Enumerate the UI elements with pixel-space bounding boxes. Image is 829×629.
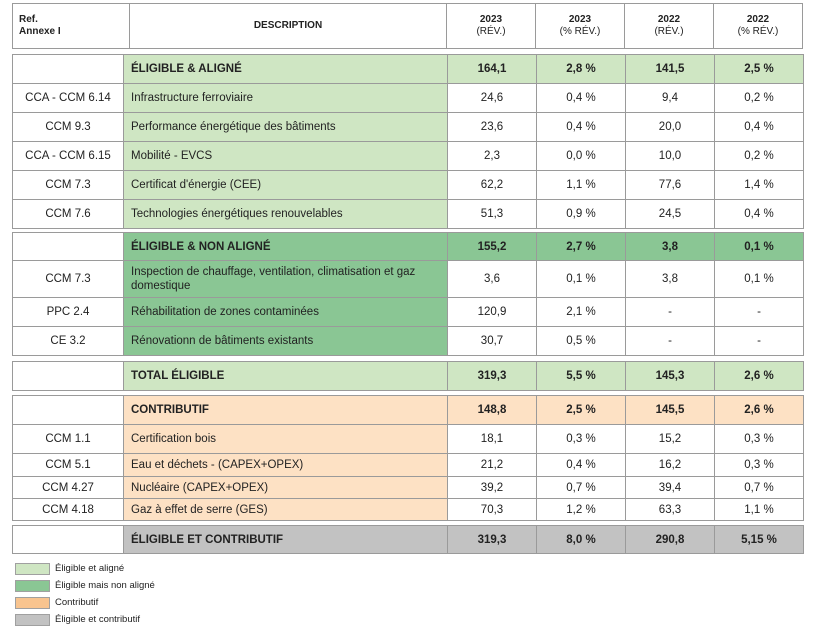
description-cell: Certificat d'énergie (CEE) [124, 171, 448, 200]
table-row [13, 477, 804, 499]
ref-cell: PPC 2.4 [13, 298, 124, 327]
ref-cell [13, 362, 124, 391]
value-cell: 0,2 % [715, 142, 804, 171]
description-cell: Réhabilitation de zones contaminées [124, 298, 448, 327]
description-cell: Infrastructure ferroviaire [124, 84, 448, 113]
ref-cell: CCM 7.3 [13, 171, 124, 200]
value-cell: 2,3 [448, 142, 537, 171]
value-cell: 1,2 % [537, 499, 626, 521]
value-cell: 0,3 % [537, 425, 626, 454]
ref-cell [13, 55, 124, 84]
value-cell: 62,2 [448, 171, 537, 200]
value-cell: 18,1 [448, 425, 537, 454]
group-title-row [13, 55, 804, 84]
ref-header [13, 4, 130, 49]
col-year: 2023 [479, 14, 503, 25]
table-row [13, 499, 804, 521]
value-cell: - [715, 327, 804, 356]
value-cell: 2,8 % [537, 55, 626, 84]
value-cell: 16,2 [626, 454, 715, 477]
value-cell: 319,3 [448, 526, 537, 554]
value-cell: 39,2 [448, 477, 537, 499]
value-cell: 5,15 % [715, 526, 804, 554]
value-cell: 0,4 % [715, 113, 804, 142]
table-row [13, 298, 804, 327]
table-row [13, 454, 804, 477]
legend-label: Éligible mais non aligné [55, 580, 155, 591]
value-cell: 1,4 % [715, 171, 804, 200]
value-cell: 63,3 [626, 499, 715, 521]
ref-cell [13, 396, 124, 425]
value-cell: 30,7 [448, 327, 537, 356]
value-cell: 319,3 [448, 362, 537, 391]
col-header-2023-rev [447, 4, 536, 49]
col-header-2022-pct [714, 4, 803, 49]
group-title-row [13, 233, 804, 261]
value-cell: 0,0 % [537, 142, 626, 171]
value-cell: 9,4 [626, 84, 715, 113]
value-cell: 20,0 [626, 113, 715, 142]
value-cell: 24,6 [448, 84, 537, 113]
value-cell: 141,5 [626, 55, 715, 84]
ref-header-line2: Annexe I [19, 26, 61, 37]
col-sub: (RÉV.) [654, 26, 684, 37]
group-title: ÉLIGIBLE & NON ALIGNÉ [124, 233, 448, 261]
value-cell: 39,4 [626, 477, 715, 499]
group-eligible-non-aligne [12, 232, 804, 356]
group-title-row [13, 396, 804, 425]
value-cell: 24,5 [626, 200, 715, 229]
value-cell: - [715, 298, 804, 327]
value-cell: 0,9 % [537, 200, 626, 229]
ref-cell: CCM 7.6 [13, 200, 124, 229]
description-cell: Eau et déchets - (CAPEX+OPEX) [124, 454, 448, 477]
ref-cell: CE 3.2 [13, 327, 124, 356]
value-cell: 21,2 [448, 454, 537, 477]
value-cell: 0,4 % [537, 113, 626, 142]
value-cell: 2,5 % [537, 396, 626, 425]
col-sub: (% RÉV.) [737, 26, 779, 37]
value-cell: 3,6 [448, 261, 537, 298]
value-cell: 3,8 [626, 233, 715, 261]
table-row [13, 142, 804, 171]
group-contributif [12, 395, 804, 521]
table-row [13, 171, 804, 200]
legend-label: Éligible et contributif [55, 614, 141, 625]
description-cell: Gaz à effet de serre (GES) [124, 499, 448, 521]
group-title: ÉLIGIBLE & ALIGNÉ [124, 55, 448, 84]
legend-swatch [15, 614, 50, 626]
value-cell: 2,5 % [715, 55, 804, 84]
description-cell: Mobilité - EVCS [124, 142, 448, 171]
table-row [13, 84, 804, 113]
value-cell: 70,3 [448, 499, 537, 521]
value-cell: 290,8 [626, 526, 715, 554]
legend-label: Éligible et aligné [55, 563, 125, 574]
value-cell: 8,0 % [537, 526, 626, 554]
value-cell: 15,2 [626, 425, 715, 454]
ref-cell [13, 526, 124, 554]
ref-cell: CCA - CCM 6.14 [13, 84, 124, 113]
ref-cell: CCM 5.1 [13, 454, 124, 477]
value-cell: 3,8 [626, 261, 715, 298]
table-row [13, 200, 804, 229]
value-cell: 120,9 [448, 298, 537, 327]
legend-label: Contributif [55, 597, 99, 608]
value-cell: 0,4 % [537, 84, 626, 113]
legend-swatch [15, 563, 50, 575]
ref-cell: CCM 4.27 [13, 477, 124, 499]
value-cell: 0,2 % [715, 84, 804, 113]
group-title: CONTRIBUTIF [124, 396, 448, 425]
description-cell: Rénovationn de bâtiments existants [124, 327, 448, 356]
value-cell: - [626, 298, 715, 327]
value-cell: 0,4 % [715, 200, 804, 229]
col-year: 2022 [657, 14, 681, 25]
description-cell: Nucléaire (CAPEX+OPEX) [124, 477, 448, 499]
table-row [13, 113, 804, 142]
group-title: ÉLIGIBLE ET CONTRIBUTIF [124, 526, 448, 554]
col-header-2023-pct [536, 4, 625, 49]
value-cell: 0,1 % [715, 233, 804, 261]
value-cell: 0,4 % [537, 454, 626, 477]
value-cell: 148,8 [448, 396, 537, 425]
value-cell: 23,6 [448, 113, 537, 142]
value-cell: 77,6 [626, 171, 715, 200]
group-title-row [13, 526, 804, 554]
description-cell: Technologies énergétiques renouvelables [124, 200, 448, 229]
value-cell: 145,3 [626, 362, 715, 391]
value-cell: 5,5 % [537, 362, 626, 391]
description-header: DESCRIPTION [130, 4, 447, 49]
ref-cell: CCM 1.1 [13, 425, 124, 454]
group-title: TOTAL ÉLIGIBLE [124, 362, 448, 391]
ref-cell: CCA - CCM 6.15 [13, 142, 124, 171]
ref-cell: CCM 7.3 [13, 261, 124, 298]
value-cell: 0,7 % [537, 477, 626, 499]
value-cell: 155,2 [448, 233, 537, 261]
description-cell: Inspection de chauffage, ventilation, climatisation et gaz domestique [124, 261, 448, 298]
group-eligible-et-contributif [12, 525, 804, 554]
description-cell: Certification bois [124, 425, 448, 454]
value-cell: 0,7 % [715, 477, 804, 499]
value-cell: 0,3 % [715, 425, 804, 454]
group-title-row [13, 362, 804, 391]
value-cell: 0,1 % [537, 261, 626, 298]
description-cell: Performance énergétique des bâtiments [124, 113, 448, 142]
group-total-eligible [12, 361, 804, 391]
value-cell: 1,1 % [537, 171, 626, 200]
table-row [13, 261, 804, 298]
col-header-2022-rev [625, 4, 714, 49]
value-cell: 2,6 % [715, 396, 804, 425]
value-cell: - [626, 327, 715, 356]
table-row [13, 327, 804, 356]
value-cell: 2,1 % [537, 298, 626, 327]
col-sub: (RÉV.) [476, 26, 506, 37]
ref-cell: CCM 4.18 [13, 499, 124, 521]
col-year: 2023 [568, 14, 592, 25]
table-row [13, 425, 804, 454]
value-cell: 0,1 % [715, 261, 804, 298]
value-cell: 145,5 [626, 396, 715, 425]
value-cell: 0,5 % [537, 327, 626, 356]
value-cell: 10,0 [626, 142, 715, 171]
col-sub: (% RÉV.) [559, 26, 601, 37]
group-eligible-aligne [12, 54, 804, 229]
ref-cell: CCM 9.3 [13, 113, 124, 142]
value-cell: 51,3 [448, 200, 537, 229]
col-year: 2022 [746, 14, 770, 25]
table-header [12, 3, 803, 49]
value-cell: 1,1 % [715, 499, 804, 521]
ref-header-line1: Ref. [19, 14, 38, 25]
value-cell: 164,1 [448, 55, 537, 84]
legend-swatch [15, 580, 50, 592]
value-cell: 0,3 % [715, 454, 804, 477]
ref-cell [13, 233, 124, 261]
legend-swatch [15, 597, 50, 609]
value-cell: 2,6 % [715, 362, 804, 391]
value-cell: 2,7 % [537, 233, 626, 261]
